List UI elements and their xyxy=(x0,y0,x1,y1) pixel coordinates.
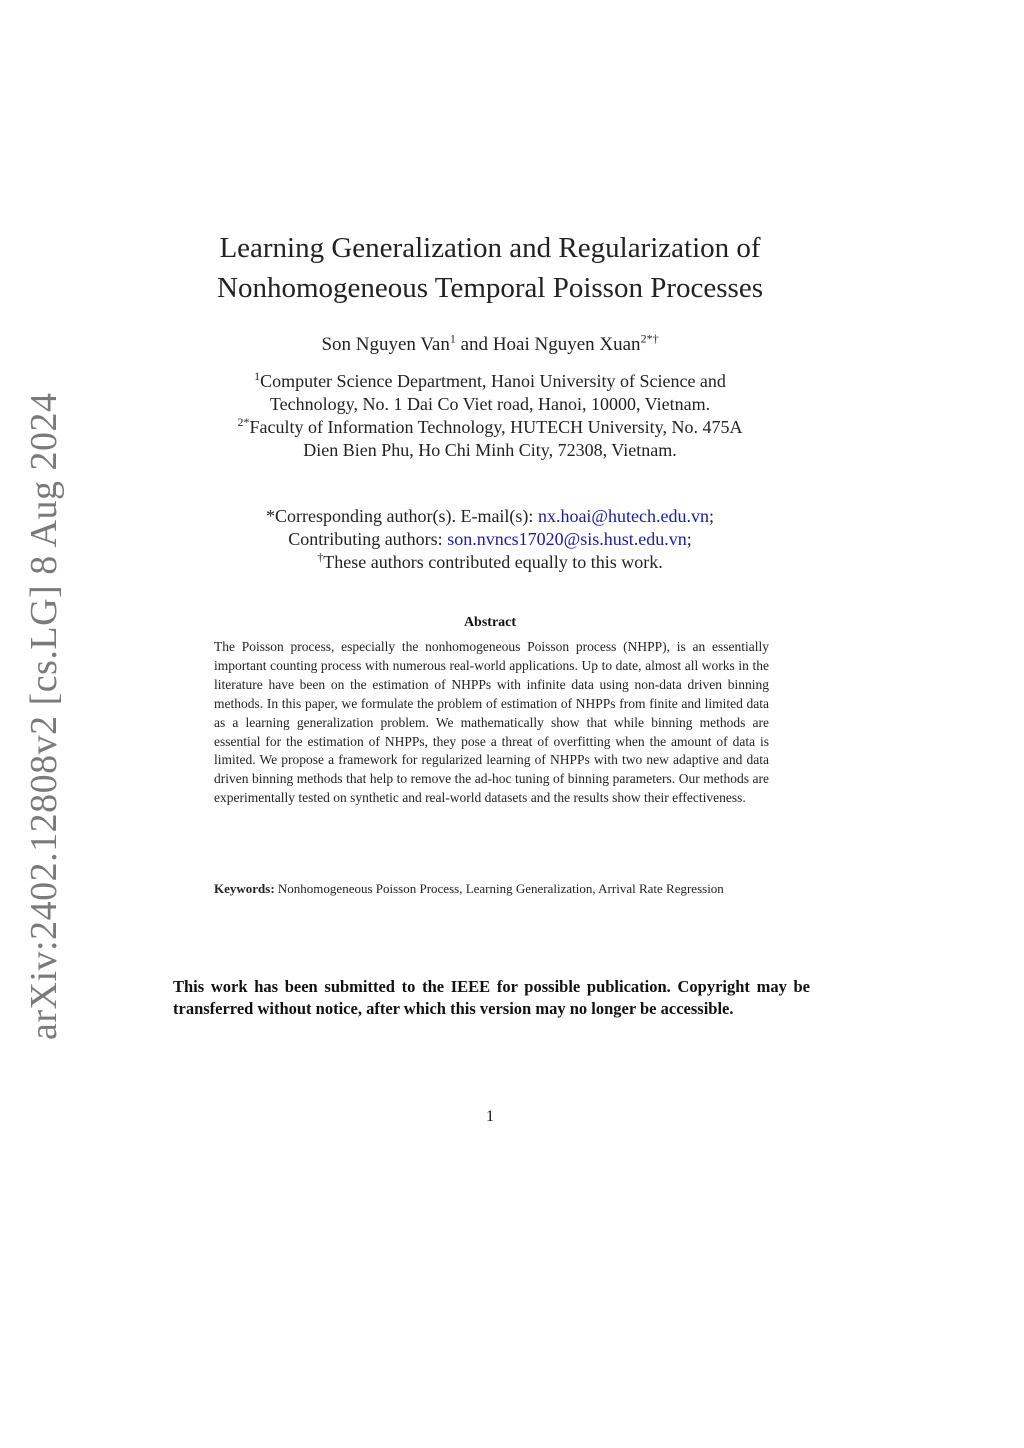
ieee-submission-notice: This work has been submitted to the IEEE for possible publication. Copyright may be transferred without notice, after which this version may no longer be accessible. xyxy=(173,977,810,1018)
paper-title xyxy=(140,228,840,308)
affiliation-2-line-1: $^{2*}$Faculty of Information Technology, HUTECH University, No. 475A xyxy=(237,415,743,437)
author-affiliation-mark: 1 xyxy=(449,331,456,346)
equal-contribution-note: †These authors contributed equally to this work. xyxy=(317,550,663,572)
arxiv-identifier: arXiv:2402.12808v2 [cs.LG] 8 Aug 2024 xyxy=(23,392,65,1040)
affiliation-1-line-1: $^1$Computer Science Department, Hanoi University of Science and xyxy=(254,369,726,391)
page-number: 1 xyxy=(486,1108,494,1125)
affiliation-mark: 1 xyxy=(254,369,261,383)
author-name: Son Nguyen Van xyxy=(321,334,450,355)
affiliation-1-line-2: Technology, No. 1 Dai Co Viet road, Hanoi, 10000, Vietnam. xyxy=(269,394,711,414)
title-line-1: Learning Generalization and Regularization of xyxy=(219,232,761,264)
affiliation-mark: 2* xyxy=(237,415,250,429)
keywords xyxy=(214,880,769,898)
affiliation-2-line-2: Dien Bien Phu, Ho Chi Minh City, 72308, Vietnam. xyxy=(303,440,677,460)
affiliations xyxy=(140,370,840,462)
contributing-email-link[interactable]: son.nvncs17020@sis.hust.edu.vn xyxy=(447,529,687,549)
title-line-2: Nonhomogeneous Temporal Poisson Processes xyxy=(217,272,763,304)
author-affiliation-mark: 2*† xyxy=(640,331,659,346)
corresponding-email-link[interactable]: nx.hoai@hutech.edu.vn xyxy=(537,506,709,526)
abstract-body: The Poisson process, especially the nonhomogeneous Poisson process (NHPP), is an essentially important counting process with numerous real-world applications. Up to date, almost all works in the literature have been on the estimation of NHPPs with infinite data using non-data driven binning methods. In this paper, we formulate the problem of estimation of NHPPs from finite and limited data as a learning generalization problem. We mathematically show that while binning methods are essential for the estimation of NHPPs, they pose a threat of overfitting when the amount of data is limited. We propose a framework for regularized learning of NHPPs with two new adaptive and data driven binning methods that help to remove the ad-hoc tuning of binning parameters. Our methods are experimentally tested on synthetic and real-world datasets and the results show their effectiveness. xyxy=(214,639,769,806)
author-name: Hoai Nguyen Xuan xyxy=(492,334,641,355)
correspondence xyxy=(140,505,840,574)
author-conjunction: and xyxy=(455,334,493,355)
keywords-text: Nonhomogeneous Poisson Process, Learning Generalization, Arrival Rate Regression xyxy=(277,881,724,896)
dagger-mark: † xyxy=(317,550,324,564)
corresponding-author-line: *Corresponding author(s). E-mail(s): nx.hoai@hutech.edu.vn; xyxy=(265,506,714,526)
keywords-label: Keywords: xyxy=(214,881,275,896)
abstract-heading: Abstract xyxy=(463,615,517,630)
author-list xyxy=(140,331,840,356)
contributing-authors-line: Contributing authors: son.nvncs17020@sis.hust.edu.vn; xyxy=(288,529,692,549)
